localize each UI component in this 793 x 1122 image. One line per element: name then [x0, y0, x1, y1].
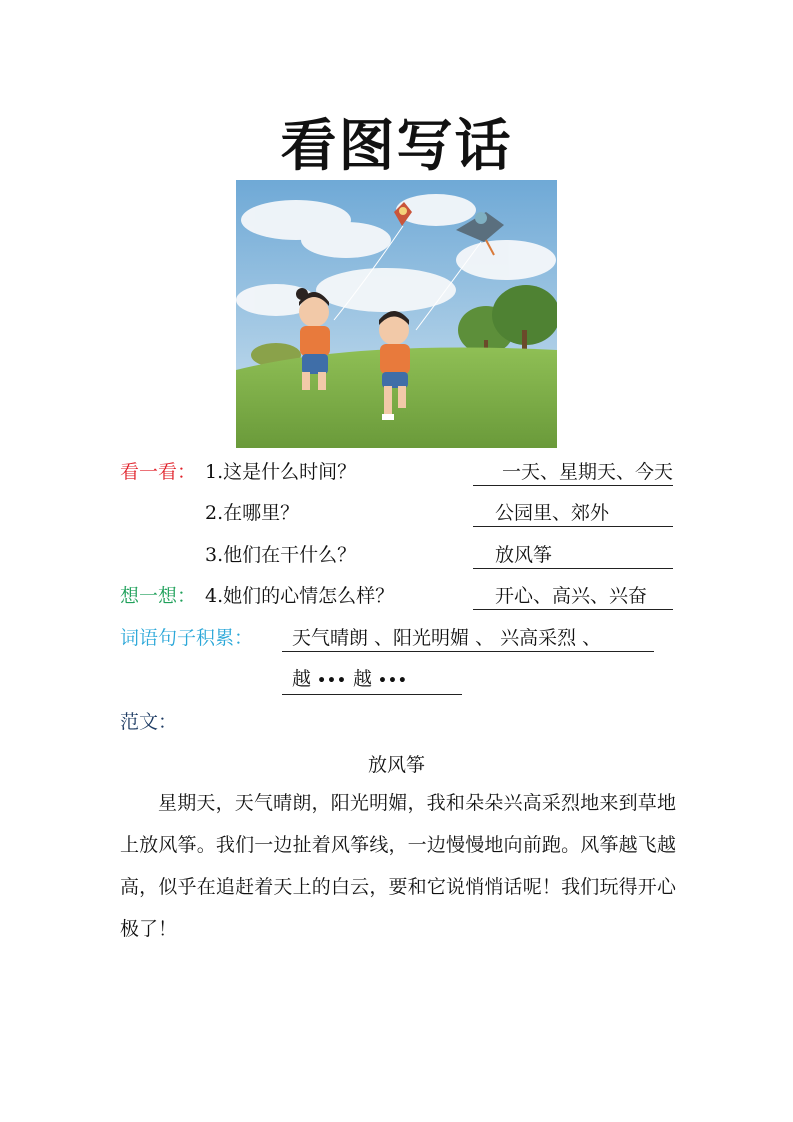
- yue-1: 越: [292, 668, 312, 690]
- answer-4: [473, 584, 673, 610]
- answer-2-text: 公园里、郊外: [495, 502, 610, 524]
- words-label: 词语句子积累：: [120, 627, 254, 649]
- page-title: 看图写话: [280, 114, 513, 179]
- answer-3-text: 放风筝: [495, 544, 553, 566]
- question-2: 2.在哪里？: [205, 502, 300, 524]
- ellipsis-2: •••: [378, 673, 408, 689]
- think-label: 想一想：: [120, 585, 197, 607]
- answer-1-text: 一天、星期天、今天: [501, 461, 673, 483]
- essay-title: 放风筝: [367, 754, 425, 776]
- question-1: 1.这是什么时间？: [205, 461, 357, 483]
- kite-flying-illustration: [236, 180, 557, 448]
- answer-3: [473, 543, 673, 569]
- answer-1: [473, 460, 673, 486]
- yue-2: 越: [352, 668, 372, 690]
- essay-body: 星期天，天气晴朗，阳光明媚，我和朵朵兴高采烈地来到草地上放风筝。我们一边扯着风筝线，一边慢慢地向前跑。风筝越飞越高，似乎在追赶着天上的白云，要和它说悄悄话呢！我们玩得开心极了！: [120, 792, 676, 940]
- essay-label: 范文：: [120, 711, 178, 733]
- words-line-1: [282, 626, 654, 652]
- ellipsis-1: •••: [317, 673, 347, 689]
- words-line-2: [282, 667, 462, 695]
- words-line-1-text: 天气晴朗 、阳光明媚 、 兴高采烈 、: [292, 627, 602, 649]
- answer-4-text: 开心、高兴、兴奋: [495, 585, 648, 607]
- question-4: 4.她们的心情怎么样？: [205, 585, 395, 607]
- question-3: 3.他们在干什么？: [205, 544, 357, 566]
- look-label: 看一看：: [120, 461, 197, 483]
- answer-2: [473, 501, 673, 527]
